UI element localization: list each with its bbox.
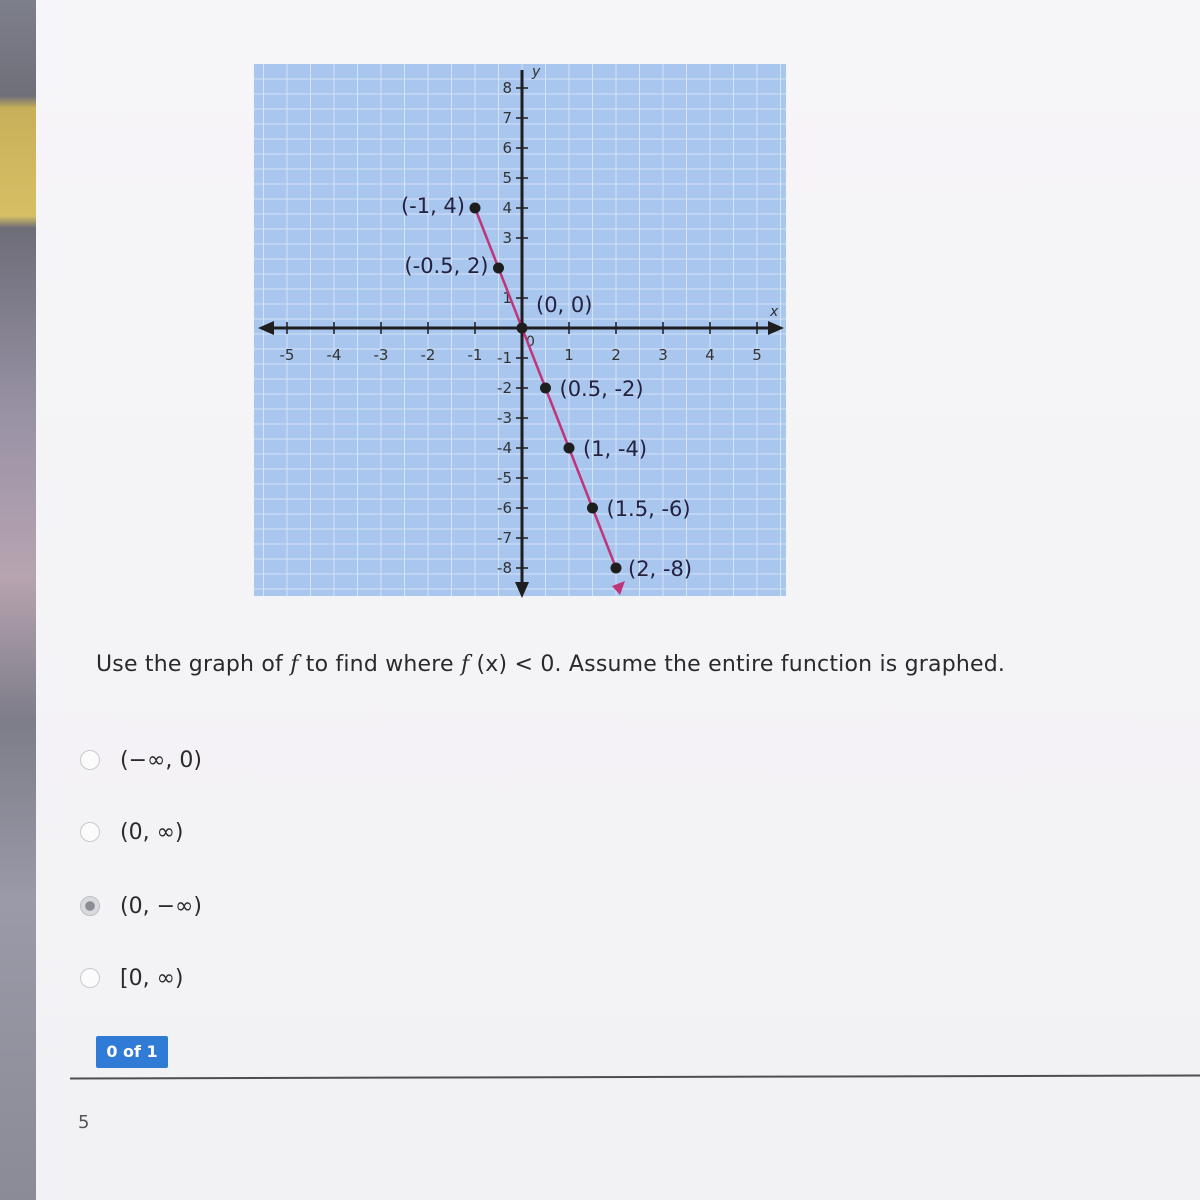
choice-label: (0, ∞) bbox=[120, 820, 184, 845]
data-point bbox=[564, 443, 575, 454]
y-tick-label: 4 bbox=[502, 199, 512, 217]
question-prefix: Use the graph of bbox=[96, 652, 283, 677]
choice-label: (0, −∞) bbox=[120, 894, 202, 919]
data-point bbox=[540, 383, 551, 394]
x-tick-label: 4 bbox=[705, 346, 715, 364]
point-label: (1.5, -6) bbox=[606, 497, 691, 521]
x-tick-label: -2 bbox=[420, 346, 436, 364]
x-tick-label: 3 bbox=[658, 346, 668, 364]
data-point bbox=[493, 263, 504, 274]
choice-3[interactable] bbox=[80, 886, 380, 926]
y-tick-label: 7 bbox=[502, 109, 512, 127]
choice-label: (−∞, 0) bbox=[120, 748, 202, 773]
footer-number: 5 bbox=[78, 1112, 90, 1133]
y-axis-label: y bbox=[532, 64, 541, 80]
y-tick-label: -3 bbox=[497, 409, 512, 427]
x-tick-label: -3 bbox=[373, 346, 389, 364]
x-tick-label: 2 bbox=[611, 346, 621, 364]
y-tick-label: -7 bbox=[497, 529, 512, 547]
question-middle: to find where bbox=[305, 652, 454, 677]
point-label: (0.5, -2) bbox=[559, 377, 644, 401]
background-strip bbox=[0, 0, 36, 1200]
y-tick-label: -1 bbox=[497, 349, 512, 367]
score-badge: 0 of 1 bbox=[96, 1036, 168, 1068]
x-tick-label: -1 bbox=[467, 346, 483, 364]
function-symbol-2: f bbox=[460, 652, 470, 677]
x-tick-label: 5 bbox=[752, 346, 762, 364]
y-tick-label: 3 bbox=[502, 229, 512, 247]
y-tick-label: -2 bbox=[497, 379, 512, 397]
function-argument: (x) bbox=[476, 652, 508, 677]
choice-label: [0, ∞) bbox=[120, 966, 184, 991]
y-tick-label: 6 bbox=[502, 139, 512, 157]
radio-button-selected-icon[interactable] bbox=[80, 896, 100, 916]
function-graph bbox=[250, 58, 790, 606]
x-tick-label: -5 bbox=[279, 346, 295, 364]
point-label: (2, -8) bbox=[628, 557, 693, 581]
function-symbol: f bbox=[290, 652, 299, 677]
y-tick-label: 1 bbox=[502, 289, 512, 307]
x-tick-label: 1 bbox=[564, 346, 574, 364]
question-condition: < 0. Assume the entire function is graphed. bbox=[514, 652, 1006, 677]
y-tick-label: -6 bbox=[497, 499, 512, 517]
point-label: (-0.5, 2) bbox=[404, 254, 489, 278]
question-text bbox=[96, 652, 1156, 677]
data-point bbox=[470, 203, 481, 214]
y-tick-label: -8 bbox=[497, 559, 512, 577]
choice-2[interactable] bbox=[80, 812, 380, 852]
choice-1[interactable] bbox=[80, 740, 380, 780]
data-point bbox=[517, 323, 528, 334]
radio-button-icon[interactable] bbox=[80, 968, 100, 988]
point-label: (-1, 4) bbox=[400, 194, 465, 218]
radio-button-icon[interactable] bbox=[80, 822, 100, 842]
x-axis-label: x bbox=[770, 304, 779, 320]
data-point bbox=[587, 503, 598, 514]
y-tick-label: -5 bbox=[497, 469, 512, 487]
origin-label: 0 bbox=[526, 334, 535, 350]
data-point bbox=[611, 563, 622, 574]
choice-4[interactable] bbox=[80, 958, 380, 998]
radio-button-icon[interactable] bbox=[80, 750, 100, 770]
y-tick-label: 8 bbox=[502, 79, 512, 97]
y-tick-label: -4 bbox=[497, 439, 512, 457]
point-label: (1, -4) bbox=[583, 437, 648, 461]
point-label: (0, 0) bbox=[536, 293, 593, 317]
x-tick-label: -4 bbox=[326, 346, 342, 364]
y-tick-label: 5 bbox=[502, 169, 512, 187]
